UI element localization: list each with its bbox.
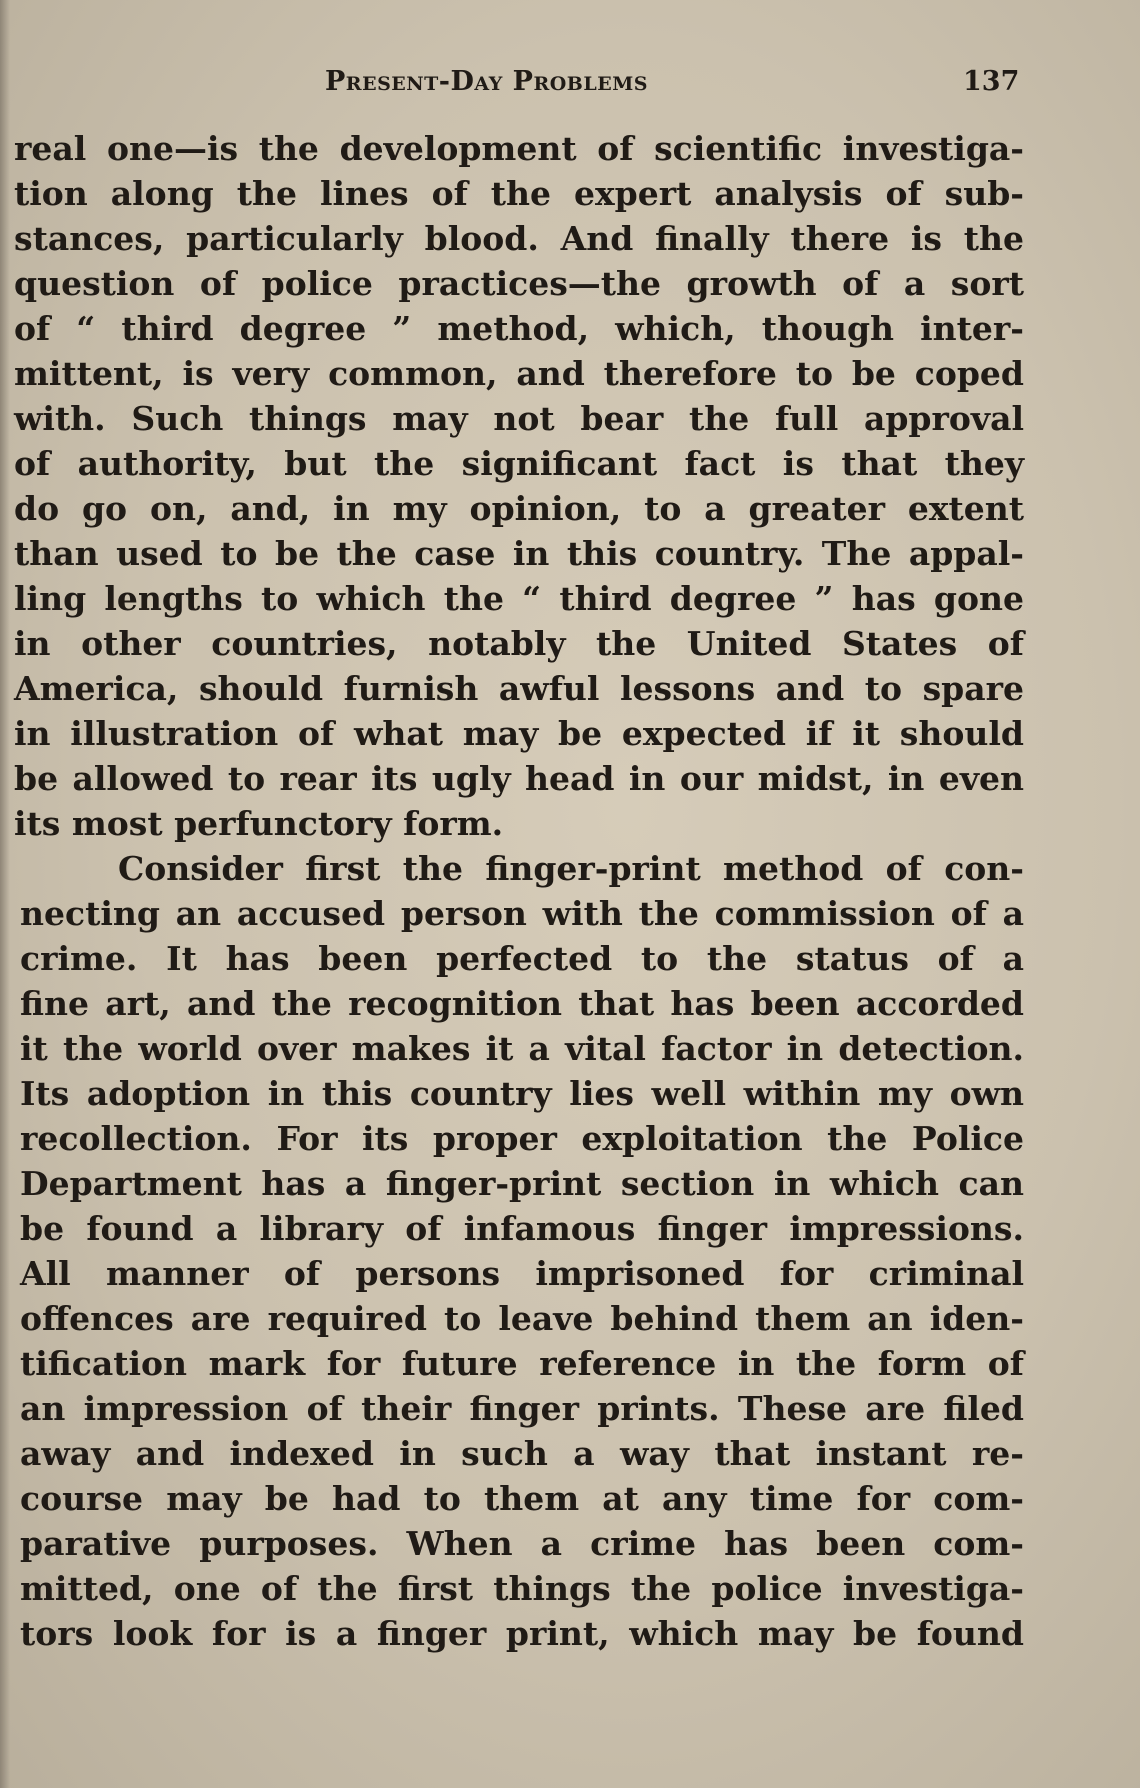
text-line: necting an accused person with the commission of a [20,894,1024,933]
text-line: tion along the lines of the expert analysis of sub- [14,174,1024,213]
text-line: in other countries, notably the United States of [14,624,1024,663]
text-line: Department has a finger-print section in which can [20,1164,1024,1203]
text-line: Its adoption in this country lies well within my own [20,1074,1024,1113]
text-line: stances, particularly blood. And finally there is the [14,219,1024,258]
text-line: recollection. For its proper exploitation the Police [20,1119,1024,1158]
text-line: an impression of their finger prints. These are filed [20,1389,1024,1428]
text-line: than used to be the case in this country. The appal- [14,534,1024,573]
text-line: All manner of persons imprisoned for criminal [20,1254,1024,1293]
text-line: offences are required to leave behind them an iden- [20,1299,1024,1338]
text-line: be found a library of infamous finger impressions. [20,1209,1024,1248]
text-line: away and indexed in such a way that instant re- [20,1434,1024,1473]
text-line: crime. It has been perfected to the status of a [20,939,1024,978]
text-line: mitted, one of the first things the police investiga- [20,1569,1024,1608]
page-gutter-shadow [0,0,10,1788]
text-line: in illustration of what may be expected if it should [14,714,1024,753]
running-head [0,66,1140,106]
text-line: of authority, but the significant fact is that they [14,444,1024,483]
text-line: tors look for is a finger print, which may be found [20,1614,1024,1653]
text-line: with. Such things may not bear the full approval [14,399,1024,438]
paragraph-1 [14,126,1024,846]
paragraph-2 [20,846,1024,1656]
text-line: do go on, and, in my opinion, to a greater extent [14,489,1024,528]
page-number: 137 [963,66,1020,97]
text-line: ling lengths to which the “ third degree ” has gone [14,579,1024,618]
text-line: question of police practices—the growth of a sort [14,264,1024,303]
text-line: America, should furnish awful lessons and to spare [14,669,1024,708]
text-line: its most perfunctory form. [14,804,504,843]
text-line: tification mark for future reference in the form of [20,1344,1024,1383]
text-line: parative purposes. When a crime has been com- [20,1524,1024,1563]
running-title: Present-Day Problems [325,66,648,97]
text-line: course may be had to them at any time for com- [20,1479,1024,1518]
text-line: fine art, and the recognition that has been accorded [20,984,1024,1023]
text-line: mittent, is very common, and therefore to be coped [14,354,1024,393]
text-line: of “ third degree ” method, which, though inter- [14,309,1024,348]
text-line: it the world over makes it a vital factor in detection. [20,1029,1024,1068]
body-text [14,126,1024,1656]
text-line: be allowed to rear its ugly head in our midst, in even [14,759,1024,798]
text-line: Consider first the finger-print method of con- [118,849,1024,888]
text-line: real one—is the development of scientific investiga- [14,129,1024,168]
